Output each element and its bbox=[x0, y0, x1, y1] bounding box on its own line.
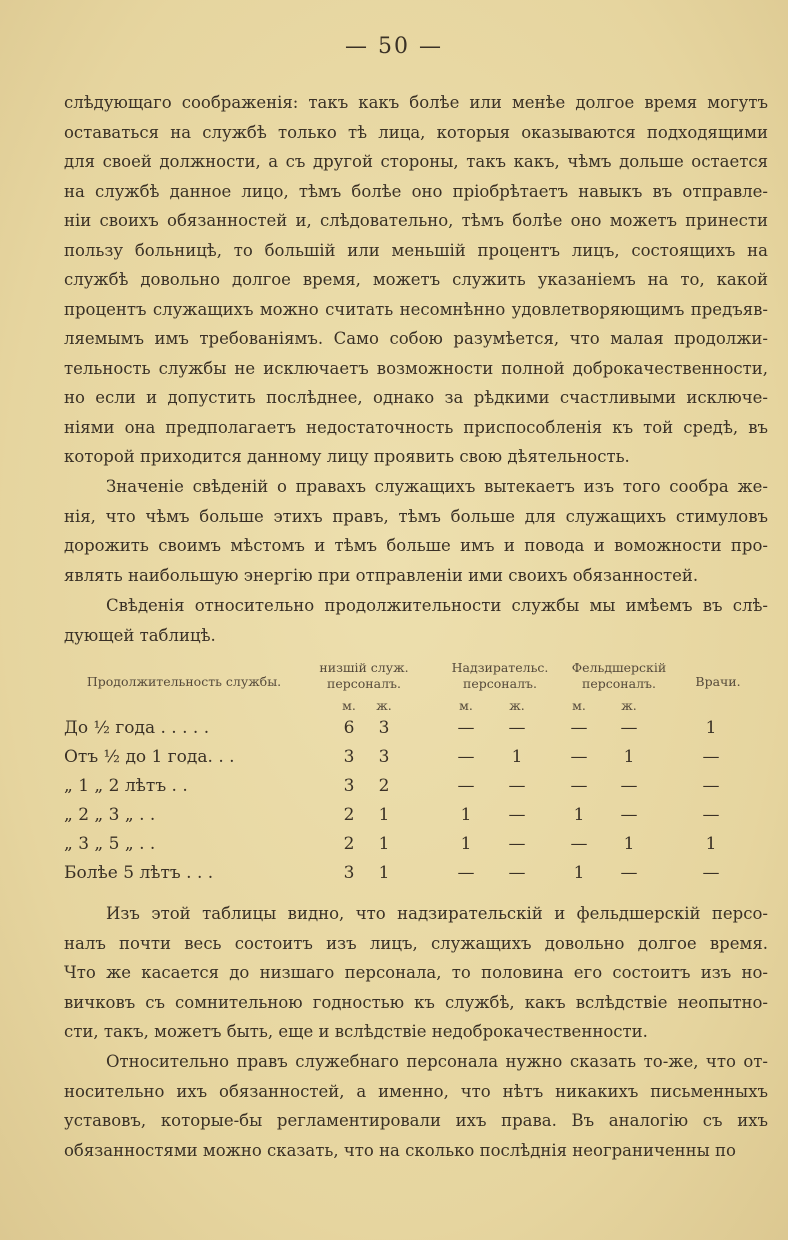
table-cell: 2 bbox=[343, 834, 355, 854]
table-cell: — bbox=[457, 747, 475, 767]
table-row bbox=[64, 776, 768, 805]
table-cell: — bbox=[570, 747, 588, 767]
header-m: м. bbox=[459, 698, 473, 713]
service-duration-table bbox=[64, 658, 768, 892]
text-line: обязанностями можно сказать, что на сколько послѣднія неограниченны по bbox=[64, 1140, 736, 1160]
table-cell: 6 bbox=[343, 718, 355, 738]
text-line: ніи своихъ обязанностей и, слѣдовательно, тѣмъ болѣе оно можетъ принести bbox=[64, 211, 768, 230]
table-cell: — bbox=[508, 834, 526, 854]
text-line: Свѣденія относительно продолжительности службы мы имѣемъ въ слѣ- bbox=[106, 596, 768, 615]
table-cell: 3 bbox=[343, 747, 355, 767]
table-row bbox=[64, 805, 768, 834]
row-label: „ 3 „ 5 „ . . bbox=[64, 834, 156, 854]
table-row bbox=[64, 718, 768, 747]
table-cell: — bbox=[702, 805, 720, 825]
table-cell: — bbox=[570, 718, 588, 738]
table-cell: 1 bbox=[573, 863, 585, 883]
table-cell: 1 bbox=[378, 805, 390, 825]
header-feldsher-staff: Фельдшерскій персоналъ. bbox=[571, 660, 667, 691]
page-number: — 50 — bbox=[345, 34, 443, 59]
paragraph-4 bbox=[64, 899, 768, 1047]
paragraph-2 bbox=[64, 472, 768, 590]
table-cell: 2 bbox=[343, 805, 355, 825]
table-cell: 3 bbox=[343, 863, 355, 883]
text-line: вичковъ съ сомнительною годностью къ службѣ, какъ вслѣдствіе неопытно- bbox=[64, 992, 768, 1012]
table-cell: 1 bbox=[705, 834, 717, 854]
text-line: которой приходится данному лицу проявить свою дѣятельность. bbox=[64, 447, 630, 466]
paragraph-1 bbox=[64, 88, 768, 472]
table-cell: — bbox=[508, 718, 526, 738]
table-cell: 1 bbox=[378, 863, 390, 883]
text-line: ніями она предполагаетъ недостаточность приспособленія къ той средѣ, въ bbox=[64, 417, 768, 437]
header-f: ж. bbox=[509, 698, 525, 713]
header-doctors: Врачи. bbox=[695, 674, 741, 689]
table-cell: — bbox=[620, 863, 638, 883]
table-cell: — bbox=[620, 805, 638, 825]
table-cell: — bbox=[702, 776, 720, 796]
table-cell: — bbox=[570, 776, 588, 796]
text-line: нія, что чѣмъ больше этихъ правъ, тѣмъ больше для служащихъ стимуловъ bbox=[64, 506, 768, 526]
text-line: оставаться на службѣ только тѣ лица, которыя оказываются подходящими bbox=[64, 122, 768, 142]
table-cell: 1 bbox=[573, 805, 585, 825]
row-label: До ½ года . . . . . bbox=[64, 718, 210, 738]
table-cell: — bbox=[620, 718, 638, 738]
table-cell: 3 bbox=[343, 776, 355, 796]
text-line: но если и допустить послѣднее, однако за рѣдкими счастливыми исключе- bbox=[64, 388, 768, 407]
table-cell: — bbox=[620, 776, 638, 796]
table-cell: — bbox=[508, 863, 526, 883]
text-line: службѣ довольно долгое время, можетъ служить указаніемъ на то, какой bbox=[64, 270, 768, 289]
row-label: Отъ ½ до 1 года. . . bbox=[64, 747, 235, 767]
table-cell: 1 bbox=[378, 834, 390, 854]
header-f: ж. bbox=[376, 698, 392, 713]
table-cell: 1 bbox=[460, 834, 472, 854]
text-line: для своей должности, а съ другой стороны, такъ какъ, чѣмъ дольше остается bbox=[64, 152, 768, 171]
paragraph-3 bbox=[64, 591, 768, 650]
table-cell: — bbox=[508, 805, 526, 825]
table-cell: — bbox=[457, 718, 475, 738]
text-line: ляемымъ имъ требованіямъ. Само собою разумѣется, что малая продолжи- bbox=[64, 329, 768, 348]
header-lower-staff: низшій служ. персоналъ. bbox=[319, 660, 409, 691]
text-line: процентъ служащихъ можно считать несомнѣнно удовлетворяющимъ предъяв- bbox=[64, 299, 768, 319]
text-line: слѣдующаго соображенія: такъ какъ болѣе или менѣе долгое время могутъ bbox=[64, 93, 768, 112]
table-cell: — bbox=[702, 747, 720, 767]
text-line: являть наибольшую энергію при отправленіи ими своихъ обязанностей. bbox=[64, 565, 699, 585]
table-cell: — bbox=[508, 776, 526, 796]
table-cell: — bbox=[457, 863, 475, 883]
paragraph-5 bbox=[64, 1047, 768, 1165]
table-cell: 1 bbox=[511, 747, 523, 767]
text-line: дорожить своимъ мѣстомъ и тѣмъ больше имъ и повода и воможности про- bbox=[64, 536, 768, 555]
table-cell: 2 bbox=[378, 776, 390, 796]
table-row bbox=[64, 834, 768, 863]
text-line: Значеніе свѣденій о правахъ служащихъ вытекаетъ изъ того сообра же- bbox=[106, 477, 768, 496]
header-m: м. bbox=[572, 698, 586, 713]
table-cell: 1 bbox=[623, 834, 635, 854]
table-cell: — bbox=[570, 834, 588, 854]
text-line: носительно ихъ обязанностей, а именно, что нѣтъ никакихъ письменныхъ bbox=[64, 1081, 768, 1101]
table-cell: — bbox=[702, 863, 720, 883]
row-label: „ 1 „ 2 лѣтъ . . bbox=[64, 776, 188, 796]
text-line: налъ почти весь состоитъ изъ лицъ, служащихъ довольно долгое время. bbox=[64, 933, 768, 953]
table-cell: 3 bbox=[378, 718, 390, 738]
text-line: Относительно правъ служебнаго персонала нужно сказать то-же, что от- bbox=[106, 1052, 768, 1071]
table-cell: 1 bbox=[460, 805, 472, 825]
table-cell: 1 bbox=[623, 747, 635, 767]
table-cell: 3 bbox=[378, 747, 390, 767]
text-line: тельность службы не исключаетъ возможности полной доброкачественности, bbox=[64, 358, 768, 378]
header-f: ж. bbox=[621, 698, 637, 713]
text-line: дующей таблицѣ. bbox=[64, 625, 216, 645]
row-label: Болѣе 5 лѣтъ . . . bbox=[64, 863, 214, 883]
table-row bbox=[64, 747, 768, 776]
text-line: пользу больницѣ, то большій или меньшій процентъ лицъ, состоящихъ на bbox=[64, 240, 768, 260]
table-cell: — bbox=[457, 776, 475, 796]
table-header bbox=[64, 658, 768, 718]
row-label: „ 2 „ 3 „ . . bbox=[64, 805, 156, 825]
table-row bbox=[64, 863, 768, 892]
header-m: м. bbox=[342, 698, 356, 713]
text-line: Изъ этой таблицы видно, что надзирательскій и фельдшерскій персо- bbox=[106, 904, 768, 923]
header-supervisory-staff: Надзирательс. персоналъ. bbox=[451, 660, 549, 691]
table-cell: 1 bbox=[705, 718, 717, 738]
text-line: уставовъ, которые-бы регламентировали ихъ права. Въ аналогію съ ихъ bbox=[64, 1111, 768, 1130]
header-duration: Продолжительность службы. bbox=[86, 674, 282, 689]
text-line: сти, такъ, можетъ быть, еще и вслѣдствіе недоброкачественности. bbox=[64, 1022, 648, 1041]
text-line: на службѣ данное лицо, тѣмъ болѣе оно пріобрѣтаетъ навыкъ въ отправле- bbox=[64, 181, 768, 201]
table-body bbox=[64, 718, 768, 892]
text-line: Что же касается до низшаго персонала, то половина его состоитъ изъ но- bbox=[64, 963, 768, 982]
